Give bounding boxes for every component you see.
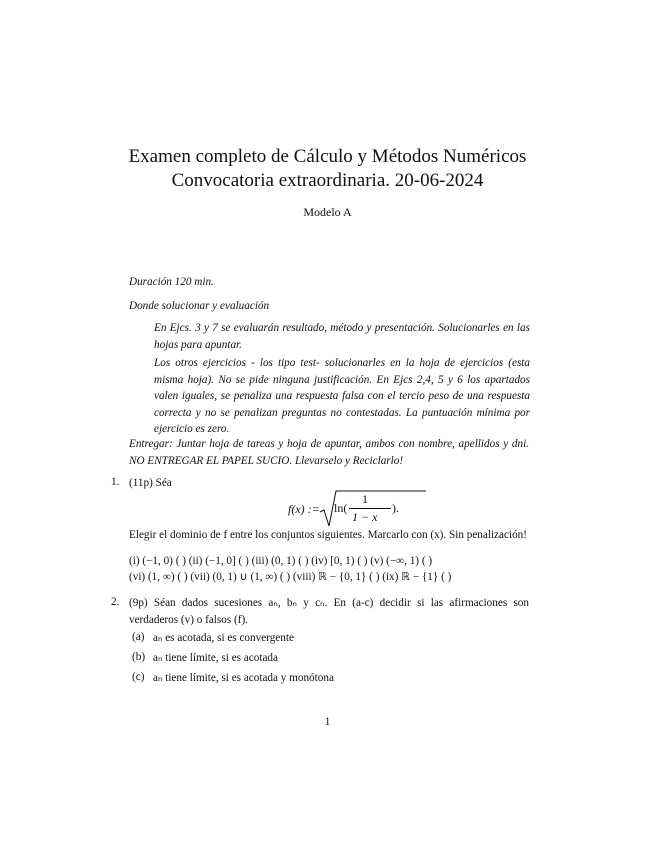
question-2-number: 2.	[111, 596, 120, 608]
formula-ln: ln(	[334, 501, 348, 515]
question-1-instructions: Elegir el dominio de f entre los conjuntos siguientes. Marcarlo con (x). Sin penalización!	[129, 529, 527, 541]
question-1-number: 1.	[111, 476, 120, 488]
question-1-header: (11p) Séa	[129, 477, 172, 489]
instructions-paragraph-1: En Ejcs. 3 y 7 se evaluarán resultado, método y presentación. Solucionarles en las hojas para apuntar.	[154, 322, 530, 351]
exam-title: Examen completo de Cálculo y Métodos Numéricos	[128, 146, 527, 167]
exam-subtitle: Convocatoria extraordinaria. 20-06-2024	[171, 170, 484, 191]
question-1-formula	[288, 490, 428, 530]
where-heading: Donde solucionar y evaluación	[129, 300, 270, 312]
question-2-item-b-text: aₙ tiene límite, si es acotada	[153, 652, 278, 664]
formula-numerator: 1	[362, 492, 368, 506]
instructions-paragraph-2: Los otros ejercicios - los tipo test- solucionarles en la hoja de ejercicios (esta misma hoja). No se pide ninguna justificación. En Ejcs 2,4, 5 y 6 los apartados valen iguales, se penaliza una respuesta falsa con el tercio peso de una respuesta correcta y no se penalizan preguntas no contestadas. La puntuación mínima por ejercicio es zero.	[154, 357, 530, 435]
formula-denominator: 1 − x	[352, 510, 378, 524]
question-2-item-a-text: aₙ es acotada, si es convergente	[153, 632, 294, 644]
question-1-options-row-1: (i) (−1, 0) ( ) (ii) (−1, 0] ( ) (iii) (0, 1) ( ) (iv) [0, 1) ( ) (v) (−∞, 1) ( )	[129, 555, 433, 567]
question-2-item-b-label: (b)	[132, 651, 146, 663]
page-number: 1	[324, 716, 331, 728]
exam-model: Modelo A	[303, 205, 352, 219]
question-2-item-a-label: (a)	[132, 631, 145, 643]
question-2-item-c-text: aₙ tiene límite, si es acotada y monótona	[153, 672, 334, 684]
question-2-text: (9p) Séan dados sucesiones aₙ, bₙ y cₙ. En (a-c) decidir si las afirmaciones son verdaderos (v) o falsos (f).	[129, 597, 529, 626]
question-1-options-row-2: (vi) (1, ∞) ( ) (vii) (0, 1) ∪ (1, ∞) ( ) (viii) ℝ − {0, 1} ( ) (ix) ℝ − {1} ( )	[129, 571, 452, 583]
fraction-bar	[349, 508, 391, 509]
formula-tail: ).	[392, 501, 399, 515]
delivery-instructions: Entregar: Juntar hoja de tareas y hoja de apuntar, ambos con nombre, apellidos y dni. NO ENTREGAR EL PAPEL SUCIO. Llevarselo y Reciclarlo!	[129, 438, 529, 467]
formula-lhs: f(x) :=	[288, 502, 320, 516]
question-2-item-c-label: (c)	[132, 671, 145, 683]
duration-text: Duración 120 min.	[129, 276, 214, 288]
